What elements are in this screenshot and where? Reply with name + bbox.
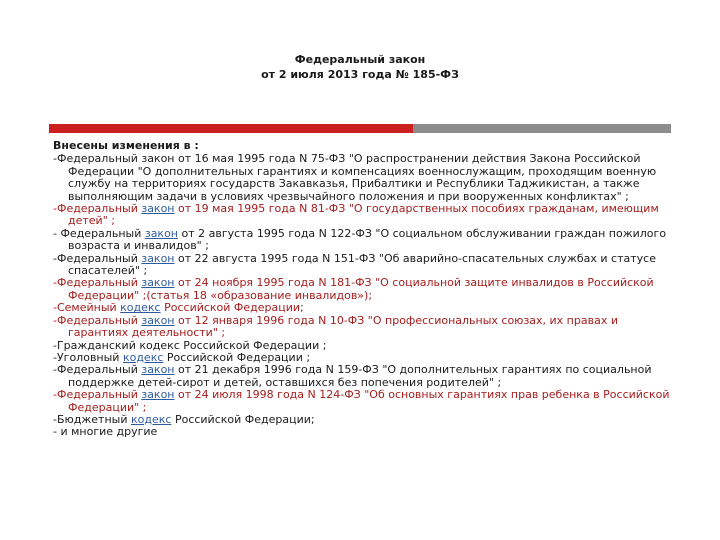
item-text: от 24 ноября 1995 года N 181-ФЗ "О социальной защите инвалидов в Российской Федерации" ;(статья 18 «образование инвалидов»); (68, 276, 654, 302)
law-link[interactable]: закон (141, 251, 175, 265)
item-text: -Федеральный закон от 16 мая 1995 года N 75-ФЗ "О распространении действия Закона Российской Федерации "О дополнительных гарантиях и компенсациях военнослужащим, проходящим военную службу на территориях государств Закавказья, Прибалтики и Республики Таджикистан, а также выполняющим задачи в условиях чрезвычайного положения и при вооруженных конфликтах" ; (53, 152, 657, 203)
item-text: - и многие другие (53, 425, 158, 439)
item-text: от 22 августа 1995 года N 151-ФЗ "Об аварийно-спасательных службах и статусе спасателей" ; (68, 251, 656, 278)
list-item (53, 315, 673, 340)
item-text: Российской Федерации; (160, 301, 304, 315)
item-text: -Бюджетный (53, 412, 131, 426)
law-link[interactable]: закон (141, 202, 175, 216)
list-item (53, 389, 673, 414)
item-text: -Федеральный (53, 251, 142, 265)
law-link[interactable]: закон (141, 388, 175, 402)
item-text: -Уголовный (53, 350, 123, 364)
item-text: от 21 декабря 1996 года N 159-ФЗ "О дополнительных гарантиях по социальной поддержке детей-сирот и детей, оставшихся без попечения родителей" ; (68, 363, 652, 389)
list-item (53, 153, 673, 203)
list-item (53, 228, 673, 253)
item-text: -Федеральный (53, 313, 142, 327)
document-subtitle: от 2 июля 2013 года № 185-ФЗ (261, 68, 459, 81)
red-divider-bar (49, 124, 413, 133)
amendments-intro: Внесены изменения в : (53, 139, 199, 152)
item-text: от 2 августа 1995 года N 122-ФЗ "О социальном обслуживании граждан пожилого возраста и инвалидов" ; (68, 226, 667, 253)
item-text: от 12 января 1996 года N 10-ФЗ "О профессиональных союзах, их правах и гарантиях деятельности" ; (68, 313, 618, 340)
gray-divider-bar (413, 124, 671, 133)
law-link[interactable]: закон (141, 313, 175, 327)
item-text: -Федеральный (53, 202, 142, 216)
list-item (53, 203, 673, 228)
item-text: от 24 июля 1998 года N 124-ФЗ "Об основных гарантиях прав ребенка в Российской Федерации" ; (68, 388, 670, 414)
item-text: -Федеральный (53, 276, 142, 290)
amendments-list (53, 140, 673, 439)
item-text: Российской Федерации ; (163, 350, 311, 364)
item-text: Российской Федерации; (171, 412, 315, 426)
list-item (53, 364, 673, 389)
law-link[interactable]: закон (144, 226, 178, 240)
law-link[interactable]: закон (141, 363, 175, 377)
code-link[interactable]: кодекс (120, 301, 161, 315)
code-link[interactable]: кодекс (131, 412, 172, 426)
list-item (53, 426, 673, 438)
list-item (53, 253, 673, 278)
item-text: -Семейный (53, 301, 121, 315)
document-title: Федеральный закон (294, 53, 426, 66)
item-text: - Федеральный (53, 226, 145, 240)
document-header (0, 52, 720, 82)
item-text: -Гражданский кодекс Российской Федерации ; (53, 338, 327, 352)
item-text: -Федеральный (53, 388, 142, 402)
law-link[interactable]: закон (141, 276, 175, 290)
item-text: -Федеральный (53, 363, 142, 377)
item-text: от 19 мая 1995 года N 81-ФЗ "О государственных пособиях гражданам, имеющим детей" ; (68, 202, 659, 228)
list-item (53, 277, 673, 302)
code-link[interactable]: кодекс (122, 350, 164, 364)
